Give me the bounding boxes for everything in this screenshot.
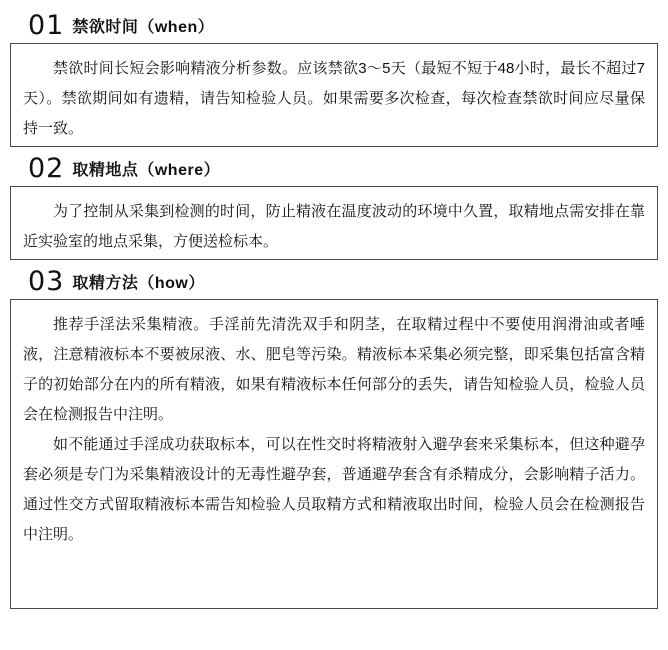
section-02-body: [10, 186, 658, 260]
section-02-header: [10, 149, 658, 186]
section-01-body: [10, 43, 658, 147]
section-03-number: 03: [28, 266, 65, 297]
section-01-header: [10, 6, 658, 43]
section-03-body: [10, 299, 658, 609]
section-03: [10, 262, 658, 609]
section-01-number: 01: [28, 10, 65, 41]
section-02-title: 取精地点（where）: [72, 162, 221, 180]
section-02-paragraph-1: 为了控制从采集到检测的时间，防止精液在温度波动的环境中久置，取精地点需安排在靠近实验室的地点采集，方便送检标本。: [23, 203, 645, 250]
section-02: [10, 149, 658, 260]
section-03-paragraph-1: 推荐手淫法采集精液。手淫前先清洗双手和阴茎，在取精过程中不要使用润滑油或者唾液，注意精液标本不要被尿液、水、肥皂等污染。精液标本采集必须完整，即采集包括富含精子的初始部分在内的所有精液，如果有精液标本任何部分的丢失，请告知检验人员，检验人员会在检测报告中注明。: [23, 316, 645, 423]
section-02-number: 02: [28, 153, 65, 184]
section-01: [10, 6, 658, 147]
section-03-title: 取精方法（how）: [72, 275, 205, 293]
section-03-header: [10, 262, 658, 299]
section-03-paragraph-2: 如不能通过手淫成功获取标本，可以在性交时将精液射入避孕套来采集标本，但这种避孕套必须是专门为采集精液设计的无毒性避孕套，普通避孕套含有杀精成分，会影响精子活力。通过性交方式留取精液标本需告知检验人员取精方式和精液取出时间，检验人员会在检测报告中注明。: [23, 436, 645, 543]
section-01-paragraph-1: 禁欲时间长短会影响精液分析参数。应该禁欲3～5天（最短不短于48小时，最长不超过7天）。禁欲期间如有遗精，请告知检验人员。如果需要多次检查，每次检查禁欲时间应尽量保持一致。: [23, 60, 645, 137]
section-01-title: 禁欲时间（when）: [72, 19, 215, 37]
